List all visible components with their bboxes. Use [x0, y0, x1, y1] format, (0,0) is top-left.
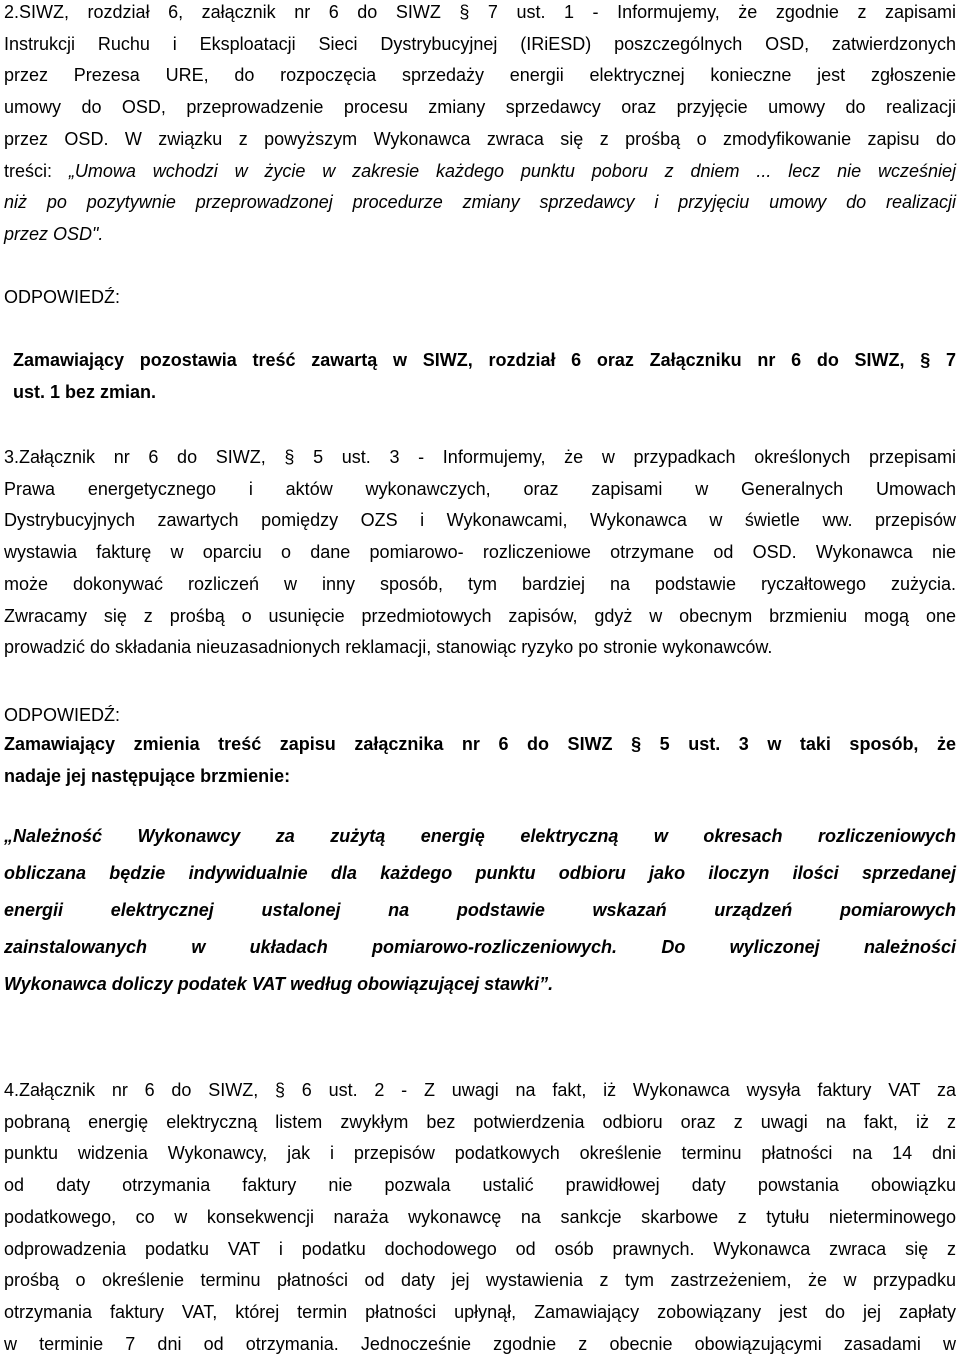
- section-2-line-8: przez OSD".: [4, 223, 104, 244]
- section-2-question: [4, 0, 956, 251]
- section-3-question: [4, 442, 956, 664]
- section-2-line-6-quote: „Umowa wchodzi w życie w zakresie każdego punktu poboru z dniem ... lecz nie wcześniej: [68, 160, 956, 181]
- section-3-answer: [4, 729, 956, 792]
- section-2-answer-line-1: Zamawiający pozostawia treść zawartą w SIWZ, rozdział 6 oraz Załączniku nr 6 do SIWZ, § 7: [13, 350, 956, 370]
- section-3-line-6: Zwracamy się z prośbą o usunięcie przedmiotowych zapisów, gdyż w obecnym brzmieniu mogą one: [4, 605, 956, 626]
- section-4-question: [4, 1075, 956, 1360]
- section-2-answer: [13, 345, 956, 408]
- section-2-answer-line-2: ust. 1 bez zmian.: [13, 381, 157, 402]
- section-3-line-5: może dokonywać rozliczeń w inny sposób, tym bardziej na podstawie ryczałtowego zużycia.: [4, 573, 956, 594]
- section-3-line-1: 3.Załącznik nr 6 do SIWZ, § 5 ust. 3 - Informujemy, że w przypadkach określonych przepisami: [4, 447, 956, 467]
- section-3-quote-line-3: energii elektrycznej ustalonej na podstawie wskazań urządzeń pomiarowych: [4, 900, 956, 920]
- section-2-line-5: przez OSD. W związku z powyższym Wykonawca zwraca się z prośbą o zmodyfikowanie zapisu do: [4, 128, 956, 149]
- section-2-line-6-prefix: treści:: [4, 160, 69, 181]
- section-2-line-2: Instrukcji Ruchu i Eksploatacji Sieci Dystrybucyjnej (IRiESD) poszczególnych OSD, zatwierdzonych: [4, 33, 956, 54]
- section-4-line-8: otrzymania faktury VAT, której termin płatności upłynął, Zamawiający zobowiązany jest do jej zapłaty: [4, 1301, 956, 1322]
- section-3-line-7: prowadzić do składania nieuzasadnionych reklamacji, stanowiąc ryzyko po stronie wykonawców.: [4, 637, 773, 658]
- section-2-line-1: 2.SIWZ, rozdział 6, załącznik nr 6 do SIWZ § 7 ust. 1 - Informujemy, że zgodnie z zapisami: [4, 2, 956, 22]
- section-4-line-3: punktu widzenia Wykonawcy, jak i przepisów podatkowych określenie terminu płatności na 14 dni: [4, 1143, 956, 1164]
- section-2-line-7: niż po pozytywnie przeprowadzonej procedurze zmiany sprzedawcy i przyjęciu umowy do realizacji: [4, 192, 956, 213]
- section-4-line-7: prośbą o określenie terminu płatności od daty jej wystawienia z tym zastrzeżeniem, że w przypadku: [4, 1270, 956, 1291]
- section-3-quote-line-4: zainstalowanych w układach pomiarowo-rozliczeniowych. Do wyliczonej należności: [4, 937, 956, 957]
- section-3-quote-line-5: Wykonawca doliczy podatek VAT według obowiązującej stawki”.: [4, 974, 554, 994]
- section-4-line-5: podatkowego, co w konsekwencji naraża wykonawcę na sankcje skarbowe z tytułu nieterminowego: [4, 1206, 956, 1227]
- section-3-answer-heading: ODPOWIEDŹ:: [4, 705, 120, 725]
- section-4-line-1: 4.Załącznik nr 6 do SIWZ, § 6 ust. 2 - Z uwagi na fakt, iż Wykonawca wysyła faktury VAT za: [4, 1080, 956, 1100]
- section-4-line-4: od daty otrzymania faktury nie pozwala ustalić prawidłowej daty powstania obowiązku: [4, 1175, 956, 1196]
- section-3-line-4: wystawia fakturę w oparciu o dane pomiarowo- rozliczeniowe otrzymane od OSD. Wykonawca nie: [4, 542, 956, 563]
- section-3-quote-line-2: obliczana będzie indywidualnie dla każdego punktu odbioru jako iloczyn ilości sprzedanej: [4, 863, 956, 883]
- section-3-quoted-clause: [4, 818, 956, 1003]
- section-3-line-2: Prawa energetycznego i aktów wykonawczych, oraz zapisami w Generalnych Umowach: [4, 478, 956, 499]
- section-4-line-9: w terminie 7 dni od otrzymania. Jednocześnie zgodnie z obecnie obowiązującymi zasadami w: [4, 1333, 956, 1354]
- section-2-line-3: przez Prezesa URE, do rozpoczęcia sprzedaży energii elektrycznej konieczne jest zgłoszenie: [4, 65, 956, 86]
- section-2-answer-heading: ODPOWIEDŹ:: [4, 287, 120, 307]
- section-4-line-6: odprowadzenia podatku VAT i podatku dochodowego od osób prawnych. Wykonawca zwraca się z: [4, 1238, 956, 1259]
- section-3-line-3: Dystrybucyjnych zawartych pomiędzy OZS i Wykonawcami, Wykonawca w świetle ww. przepisów: [4, 510, 956, 531]
- section-2-line-6: [4, 156, 956, 188]
- section-3-answer-line-2: nadaje jej następujące brzmienie:: [4, 765, 291, 786]
- section-2-line-4: umowy do OSD, przeprowadzenie procesu zmiany sprzedawcy oraz przyjęcie umowy do realizacji: [4, 97, 956, 118]
- section-3-answer-line-1: Zamawiający zmienia treść zapisu załącznika nr 6 do SIWZ § 5 ust. 3 w taki sposób, że: [4, 734, 956, 754]
- section-3-quote-line-1: „Należność Wykonawcy za zużytą energię elektryczną w okresach rozliczeniowych: [4, 826, 956, 846]
- section-4-line-2: pobraną energię elektryczną listem zwykłym bez potwierdzenia odbioru oraz z uwagi na fakt, iż z: [4, 1111, 956, 1132]
